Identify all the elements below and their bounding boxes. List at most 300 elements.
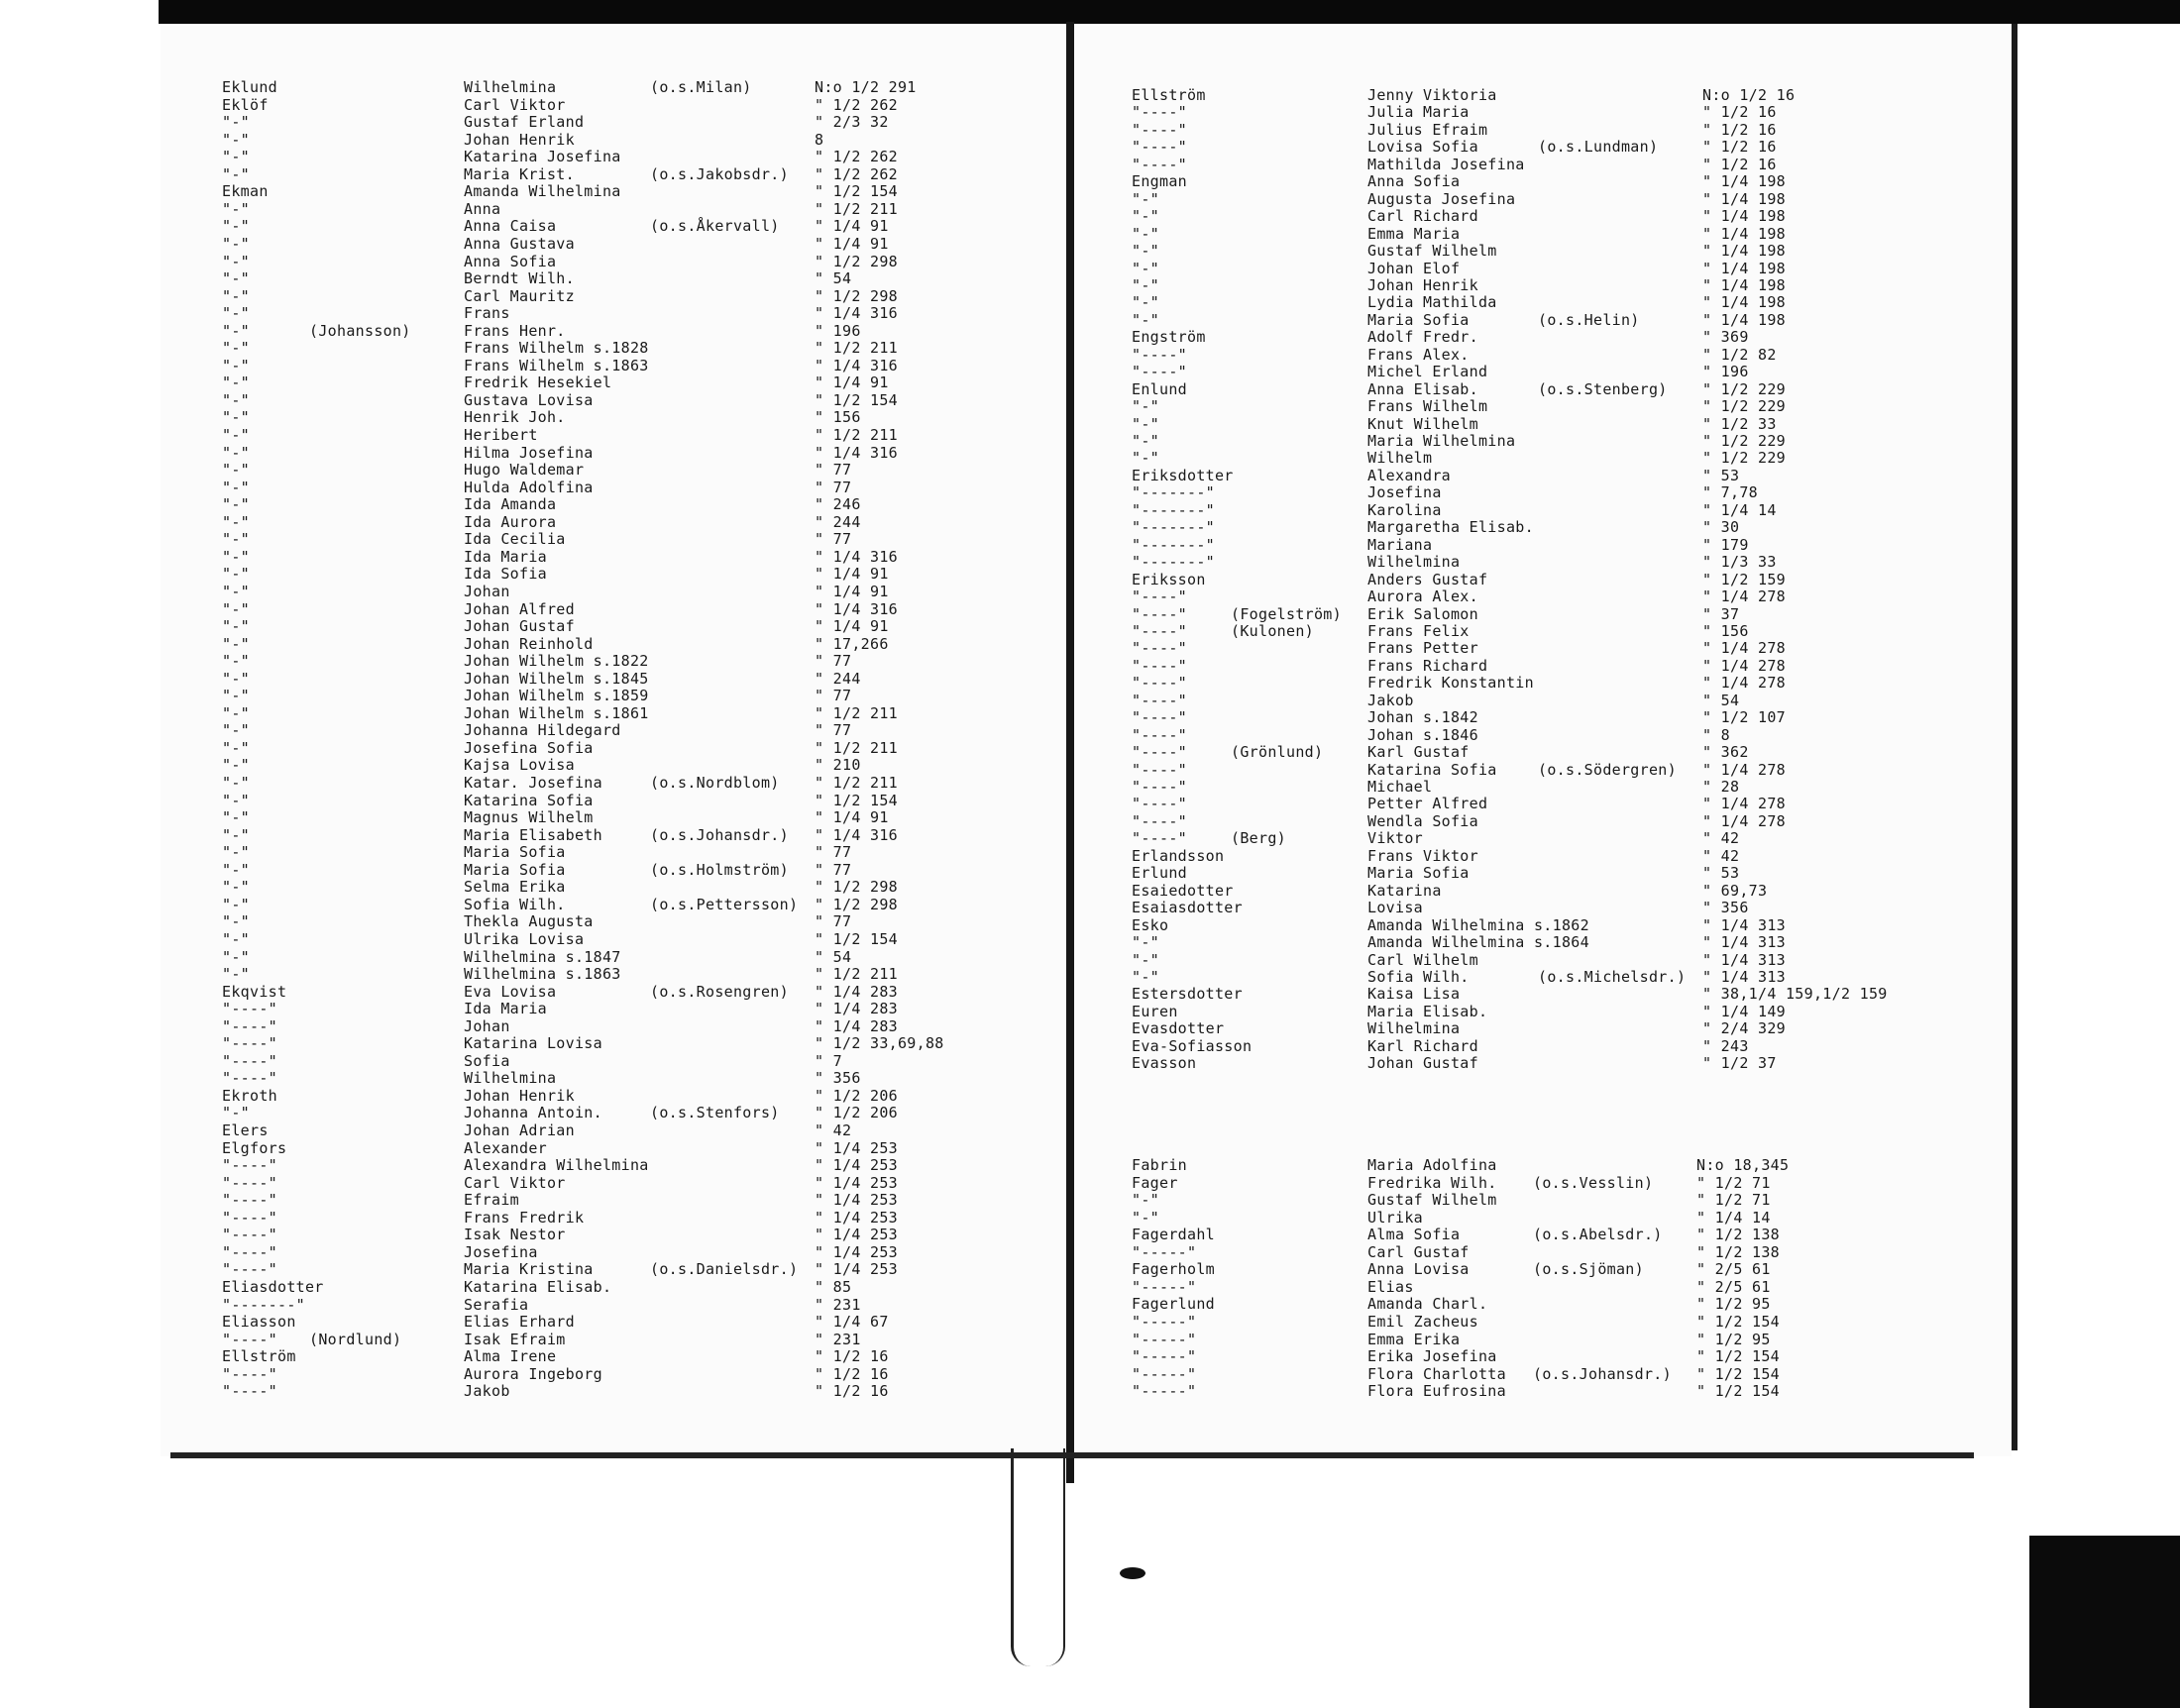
given-names: Karl Richard	[1367, 1036, 1478, 1055]
given-names: Frans Henr.	[464, 321, 566, 340]
given-names: Lydia Mathilda	[1367, 293, 1497, 312]
register-reference: " 42	[1702, 846, 1740, 865]
surname: Esaiasdotter	[1132, 899, 1243, 917]
register-reference: " 1/2 262	[815, 95, 898, 114]
register-reference: " 1/2 16	[1702, 155, 1777, 173]
surname: "-"	[222, 756, 250, 775]
surname: Engman	[1132, 172, 1187, 191]
surname: "-"	[222, 113, 250, 132]
surname: "-"	[1132, 449, 1159, 468]
index-row	[161, 1297, 1052, 1314]
index-row	[1072, 1157, 2004, 1174]
given-names: Ida Amanda	[464, 495, 557, 514]
register-reference: " 1/2 33	[1702, 414, 1777, 433]
surname: "-"	[1132, 207, 1159, 226]
given-names: Carl Wilhelm	[1367, 950, 1478, 969]
register-reference: " 246	[815, 495, 861, 514]
given-names: Selma Erika	[464, 878, 566, 897]
surname: "-"	[222, 599, 250, 618]
given-names: Alexandra	[1367, 466, 1451, 484]
surname: Esaiedotter	[1132, 881, 1234, 900]
register-reference: " 1/2 95	[1696, 1330, 1771, 1348]
surname: "-----"	[1132, 1242, 1197, 1261]
given-names: Jenny Viktoria	[1367, 86, 1497, 104]
surname: "----"	[222, 1051, 277, 1070]
surname: "----"	[1132, 363, 1187, 381]
index-row	[1072, 139, 2004, 156]
surname: "----"	[1132, 639, 1187, 658]
register-reference: " 1/2 16	[1702, 138, 1777, 157]
given-names: Frans Richard	[1367, 656, 1488, 675]
register-reference: " 1/2 16	[1702, 120, 1777, 139]
register-reference: " 1/4 313	[1702, 933, 1786, 952]
register-reference: " 1/2 211	[815, 703, 898, 722]
given-names: Aurora Alex.	[1367, 587, 1478, 606]
index-row	[161, 496, 1052, 513]
surname: "----"	[1132, 760, 1187, 779]
register-reference: " 1/2 37	[1702, 1054, 1777, 1073]
register-reference: " 77	[815, 843, 852, 862]
index-row	[1072, 484, 2004, 501]
register-reference: " 231	[815, 1295, 861, 1314]
register-reference: " 1/2 95	[1696, 1295, 1771, 1314]
surname: "-"	[222, 669, 250, 688]
surname: "----"	[1132, 103, 1187, 122]
register-reference: " 77	[815, 461, 852, 480]
surname: "-"	[222, 947, 250, 966]
index-row	[1072, 157, 2004, 173]
given-names: Anna Sofia	[1367, 172, 1461, 191]
given-names: Johanna Antoin.	[464, 1104, 602, 1122]
surname: "-"	[222, 495, 250, 514]
surname: "-"	[222, 512, 250, 531]
index-row	[1072, 693, 2004, 709]
index-row	[1072, 1332, 2004, 1348]
index-row	[1072, 883, 2004, 900]
surname: Ekqvist	[222, 982, 287, 1001]
surname: "-----"	[1132, 1277, 1197, 1296]
index-row	[161, 793, 1052, 809]
register-reference: " 8	[1702, 725, 1730, 744]
maiden-name-note: (o.s.Holmström)	[650, 860, 789, 879]
given-names: Lovisa	[1367, 899, 1423, 917]
index-row	[1072, 1192, 2004, 1209]
register-reference: " 1/4 278	[1702, 674, 1786, 693]
given-names: Carl Mauritz	[464, 286, 575, 305]
given-names: Johan Gustaf	[1367, 1054, 1478, 1073]
given-names: Katarina	[1367, 881, 1442, 900]
given-names: Sofia Wilh.	[1367, 967, 1470, 986]
maiden-name-note: (o.s.Åkervall)	[650, 217, 780, 236]
register-reference: " 369	[1702, 328, 1749, 347]
index-row	[1072, 433, 2004, 450]
index-row	[1072, 122, 2004, 139]
given-names: Elias Erhard	[464, 1313, 575, 1332]
index-row	[161, 775, 1052, 792]
surname: "----"	[222, 1069, 277, 1088]
surname: "-"	[222, 965, 250, 984]
given-names: Maria Wilhelmina	[1367, 432, 1516, 450]
surname: Eriksson	[1132, 570, 1206, 588]
register-reference: " 77	[815, 721, 852, 740]
surname: "-"	[1132, 950, 1159, 969]
surname: "-"	[1132, 933, 1159, 952]
given-names: Johan s.1846	[1367, 725, 1478, 744]
index-row	[1072, 1366, 2004, 1383]
register-reference: " 1/4 14	[1696, 1208, 1771, 1227]
scan-left-margin	[0, 0, 159, 1708]
page-bottom-edge	[170, 1452, 1974, 1458]
surname: "----"	[1132, 811, 1187, 830]
index-row	[1072, 709, 2004, 726]
index-row	[161, 358, 1052, 374]
surname: "-"	[222, 374, 250, 392]
surname: "-"	[222, 478, 250, 496]
given-names: Ulrika Lovisa	[464, 929, 585, 948]
register-reference: " 77	[815, 687, 852, 705]
index-row	[1072, 1261, 2004, 1278]
index-row	[161, 618, 1052, 635]
index-row	[161, 1192, 1052, 1209]
given-names: Johan	[464, 1016, 510, 1035]
register-reference: " 1/4 283	[815, 1016, 898, 1035]
index-row	[1072, 450, 2004, 467]
right-page	[1072, 26, 2012, 1456]
register-reference: " 1/2 138	[1696, 1226, 1780, 1244]
surname: Eklöf	[222, 95, 269, 114]
index-row	[161, 1314, 1052, 1331]
register-reference: " 1/4 316	[815, 599, 898, 618]
scan-top-border	[0, 0, 2180, 24]
surname: "-"	[1132, 275, 1159, 294]
register-reference: " 2/3 32	[815, 113, 889, 132]
index-row	[161, 809, 1052, 826]
register-reference: " 37	[1702, 604, 1740, 623]
surname: "-"	[1132, 310, 1159, 329]
given-names: Hugo Waldemar	[464, 461, 585, 480]
surname: Elgfors	[222, 1138, 287, 1157]
surname: "----"	[1132, 604, 1187, 623]
register-reference: " 1/4 313	[1702, 950, 1786, 969]
given-names: Heribert	[464, 426, 538, 444]
index-row	[161, 305, 1052, 322]
index-row	[1072, 1020, 2004, 1037]
register-reference: " 1/2 211	[815, 965, 898, 984]
given-names: Anna	[464, 199, 501, 218]
register-reference: " 53	[1702, 466, 1740, 484]
register-reference: " 1/4 316	[815, 825, 898, 844]
index-row	[1072, 1175, 2004, 1192]
given-names: Karolina	[1367, 500, 1442, 519]
index-row	[1072, 1038, 2004, 1055]
surname: Eriksdotter	[1132, 466, 1234, 484]
surname: "-"	[222, 721, 250, 740]
surname: "-"	[1132, 224, 1159, 243]
given-names: Johan Wilhelm s.1861	[464, 703, 649, 722]
index-row	[161, 201, 1052, 218]
given-names: Ida Sofia	[464, 565, 547, 584]
given-names: Michael	[1367, 778, 1433, 796]
surname: "----"	[222, 1208, 277, 1227]
index-row	[161, 254, 1052, 270]
given-names: Isak Nestor	[464, 1226, 566, 1244]
given-names: Johan Gustaf	[464, 617, 575, 636]
given-names: Frans Petter	[1367, 639, 1478, 658]
surname: "----"	[222, 1226, 277, 1244]
index-row	[161, 166, 1052, 183]
surname: Ekroth	[222, 1086, 277, 1105]
register-reference: " 1/2 229	[1702, 432, 1786, 450]
surname: Eklund	[222, 78, 277, 96]
register-reference: " 244	[815, 512, 861, 531]
surname: "-"	[222, 234, 250, 253]
surname: Ellström	[222, 1347, 296, 1366]
register-reference: " 1/2 154	[815, 929, 898, 948]
register-reference: " 1/2 16	[815, 1382, 889, 1401]
given-names: Adolf Fredr.	[1367, 328, 1478, 347]
surname: "-"	[1132, 259, 1159, 277]
given-names: Johan Alfred	[464, 599, 575, 618]
index-row	[1072, 830, 2004, 847]
surname: "----"	[1132, 708, 1187, 727]
surname: Erlund	[1132, 864, 1187, 883]
index-row	[161, 1001, 1052, 1017]
surname: "-"	[222, 252, 250, 270]
given-names: Frans Viktor	[1367, 846, 1478, 865]
register-reference: " 1/4 14	[1702, 500, 1777, 519]
surname: "-"	[222, 843, 250, 862]
given-names: Emil Zacheus	[1367, 1312, 1478, 1331]
index-row	[161, 1227, 1052, 1243]
register-reference: " 2/5 61	[1696, 1277, 1771, 1296]
given-names: Hulda Adolfina	[464, 478, 594, 496]
register-reference: " 1/4 278	[1702, 587, 1786, 606]
maiden-name-note: (o.s.Pettersson)	[650, 895, 799, 913]
index-row	[1072, 969, 2004, 986]
register-reference: N:o 1/2 16	[1702, 86, 1796, 104]
surname: "-"	[222, 339, 250, 358]
index-row	[161, 1018, 1052, 1035]
register-reference: " 1/2 206	[815, 1086, 898, 1105]
maiden-name-note: (o.s.Johansdr.)	[1533, 1364, 1672, 1383]
register-reference: " 1/4 198	[1702, 207, 1786, 226]
given-names: Frans Felix	[1367, 621, 1470, 640]
surname: "-"	[1132, 414, 1159, 433]
register-reference: " 1/2 33,69,88	[815, 1034, 944, 1053]
surname: Estersdotter	[1132, 985, 1243, 1004]
index-row	[161, 531, 1052, 548]
given-names: Viktor	[1367, 829, 1423, 848]
surname: "-"	[222, 443, 250, 462]
register-reference: " 1/4 253	[815, 1260, 898, 1279]
index-row	[1072, 294, 2004, 311]
register-reference: " 1/4 253	[815, 1173, 898, 1192]
index-row	[1072, 312, 2004, 329]
index-row	[161, 270, 1052, 287]
maiden-name-note: (o.s.Stenberg)	[1538, 379, 1668, 398]
surname: "-------"	[1132, 518, 1215, 537]
index-row	[1072, 675, 2004, 692]
surname: "-------"	[1132, 553, 1215, 572]
register-reference: " 1/2 16	[815, 1347, 889, 1366]
given-names: Frans Wilhelm s.1828	[464, 339, 649, 358]
index-row	[1072, 243, 2004, 260]
surname: "----"	[222, 1034, 277, 1053]
register-reference: " 210	[815, 756, 861, 775]
given-names: Alexandra Wilhelmina	[464, 1156, 649, 1175]
index-row	[161, 913, 1052, 930]
index-row	[1072, 261, 2004, 277]
index-row	[1072, 519, 2004, 536]
surname: "----"	[1132, 691, 1187, 709]
surname: "----"	[222, 1364, 277, 1383]
given-names: Johan Wilhelm s.1822	[464, 652, 649, 671]
given-names: Elias	[1367, 1277, 1414, 1296]
index-row	[1072, 468, 2004, 484]
surname: Fagerdahl	[1132, 1226, 1215, 1244]
register-reference: " 1/2 107	[1702, 708, 1786, 727]
register-reference: " 1/4 313	[1702, 967, 1786, 986]
maiden-name-note: (o.s.Rosengren)	[650, 982, 789, 1001]
surname: "-"	[222, 652, 250, 671]
surname: "-------"	[222, 1295, 305, 1314]
surname: "-"	[222, 895, 250, 913]
register-reference: " 1/2 211	[815, 199, 898, 218]
given-names: Maria Elisab.	[1367, 1002, 1488, 1020]
index-row	[1072, 398, 2004, 415]
given-names: Katarina Josefina	[464, 148, 621, 166]
register-reference: " 1/2 154	[1696, 1364, 1780, 1383]
surname: Ellström	[1132, 86, 1206, 104]
given-names: Katarina Lovisa	[464, 1034, 602, 1053]
surname: "----"	[1132, 656, 1187, 675]
register-reference: " 179	[1702, 535, 1749, 554]
index-row	[1072, 1004, 2004, 1020]
index-row	[161, 1210, 1052, 1227]
given-names: Fredrik Hesekiel	[464, 374, 612, 392]
surname: "----"	[222, 1000, 277, 1018]
surname: "-"	[222, 130, 250, 149]
register-reference: " 1/4 278	[1702, 639, 1786, 658]
register-reference: N:o 18,345	[1696, 1156, 1790, 1174]
given-names: Alexander	[464, 1138, 547, 1157]
register-reference: " 2/5 61	[1696, 1260, 1771, 1279]
surname: Eliasson	[222, 1313, 296, 1332]
surname: "-"	[1132, 397, 1159, 416]
index-row	[161, 862, 1052, 879]
register-reference: " 1/2 229	[1702, 397, 1786, 416]
index-row	[1072, 104, 2004, 121]
given-names: Katar. Josefina	[464, 774, 602, 792]
register-reference: " 7,78	[1702, 483, 1758, 502]
given-names: Sofia Wilh.	[464, 895, 566, 913]
given-names: Wilhelmina s.1847	[464, 947, 621, 966]
surname: "-"	[222, 530, 250, 549]
register-reference: " 1/4 91	[815, 217, 889, 236]
index-row	[1072, 1314, 2004, 1331]
given-names: Wilhelmina	[1367, 1019, 1461, 1038]
given-names: Ida Maria	[464, 547, 547, 566]
index-row	[1072, 208, 2004, 225]
surname: "-"	[222, 1104, 250, 1122]
register-reference: " 77	[815, 652, 852, 671]
register-reference: " 2/4 329	[1702, 1019, 1786, 1038]
index-row	[1072, 623, 2004, 640]
register-reference: " 30	[1702, 518, 1740, 537]
maiden-name-note: (o.s.Danielsdr.)	[650, 1260, 799, 1279]
index-row	[1072, 1348, 2004, 1365]
register-reference: " 1/4 67	[815, 1313, 889, 1332]
register-reference: " 1/4 316	[815, 547, 898, 566]
index-row	[161, 601, 1052, 618]
index-row	[161, 427, 1052, 444]
surname: "-"	[222, 269, 250, 288]
surname: Engström	[1132, 328, 1206, 347]
given-names: Eva Lovisa	[464, 982, 557, 1001]
register-reference: " 1/2 298	[815, 895, 898, 913]
index-row	[1072, 381, 2004, 398]
register-reference: " 28	[1702, 778, 1740, 796]
surname: Fabrin	[1132, 1156, 1187, 1174]
given-names: Carl Viktor	[464, 95, 566, 114]
surname: Eva-Sofiasson	[1132, 1036, 1253, 1055]
given-names: Frans	[464, 304, 510, 323]
index-row	[161, 114, 1052, 131]
index-row	[1072, 1383, 2004, 1400]
maiden-name-note: (o.s.Michelsdr.)	[1538, 967, 1687, 986]
index-row	[1072, 1244, 2004, 1261]
index-row	[161, 949, 1052, 966]
register-reference: " 1/2 159	[1702, 570, 1786, 588]
given-names: Maria Sofia	[1367, 310, 1470, 329]
page-right-edge	[2012, 24, 2017, 1450]
surname: "-"	[222, 408, 250, 427]
index-row	[161, 740, 1052, 757]
surname: "-------"	[1132, 500, 1215, 519]
register-reference: " 1/4 91	[815, 374, 889, 392]
index-row	[161, 1332, 1052, 1348]
maiden-name-note: (o.s.Milan)	[650, 78, 752, 96]
register-reference: " 1/2 154	[1696, 1347, 1780, 1366]
given-names: Johan Adrian	[464, 1121, 575, 1139]
register-reference: N:o 1/2 291	[815, 78, 917, 96]
surname: "----"	[1132, 155, 1187, 173]
index-row	[161, 1053, 1052, 1070]
index-row	[1072, 813, 2004, 830]
surname: Euren	[1132, 1002, 1178, 1020]
surname: "-"	[222, 164, 250, 183]
given-names: Magnus Wilhelm	[464, 808, 594, 827]
given-names: Isak Efraim	[464, 1330, 566, 1348]
maiden-name-note: (o.s.Helin)	[1538, 310, 1640, 329]
surname: "-"	[1132, 1191, 1159, 1210]
surname: Esko	[1132, 915, 1169, 934]
register-reference: " 1/4 253	[815, 1226, 898, 1244]
surname: Evasdotter	[1132, 1019, 1225, 1038]
register-reference: " 1/4 198	[1702, 275, 1786, 294]
register-reference: " 1/2 154	[815, 182, 898, 201]
given-names: Amanda Wilhelmina s.1862	[1367, 915, 1589, 934]
register-reference: " 1/4 91	[815, 617, 889, 636]
given-names: Johan Reinhold	[464, 634, 594, 653]
surname: "-----"	[1132, 1382, 1197, 1401]
surname: "-"	[222, 217, 250, 236]
alternate-name: (Berg)	[1231, 829, 1286, 848]
given-names: Katarina Sofia	[464, 791, 594, 809]
given-names: Gustaf Erland	[464, 113, 585, 132]
surname: "----"	[1132, 829, 1187, 848]
given-names: Maria Sofia	[464, 860, 566, 879]
